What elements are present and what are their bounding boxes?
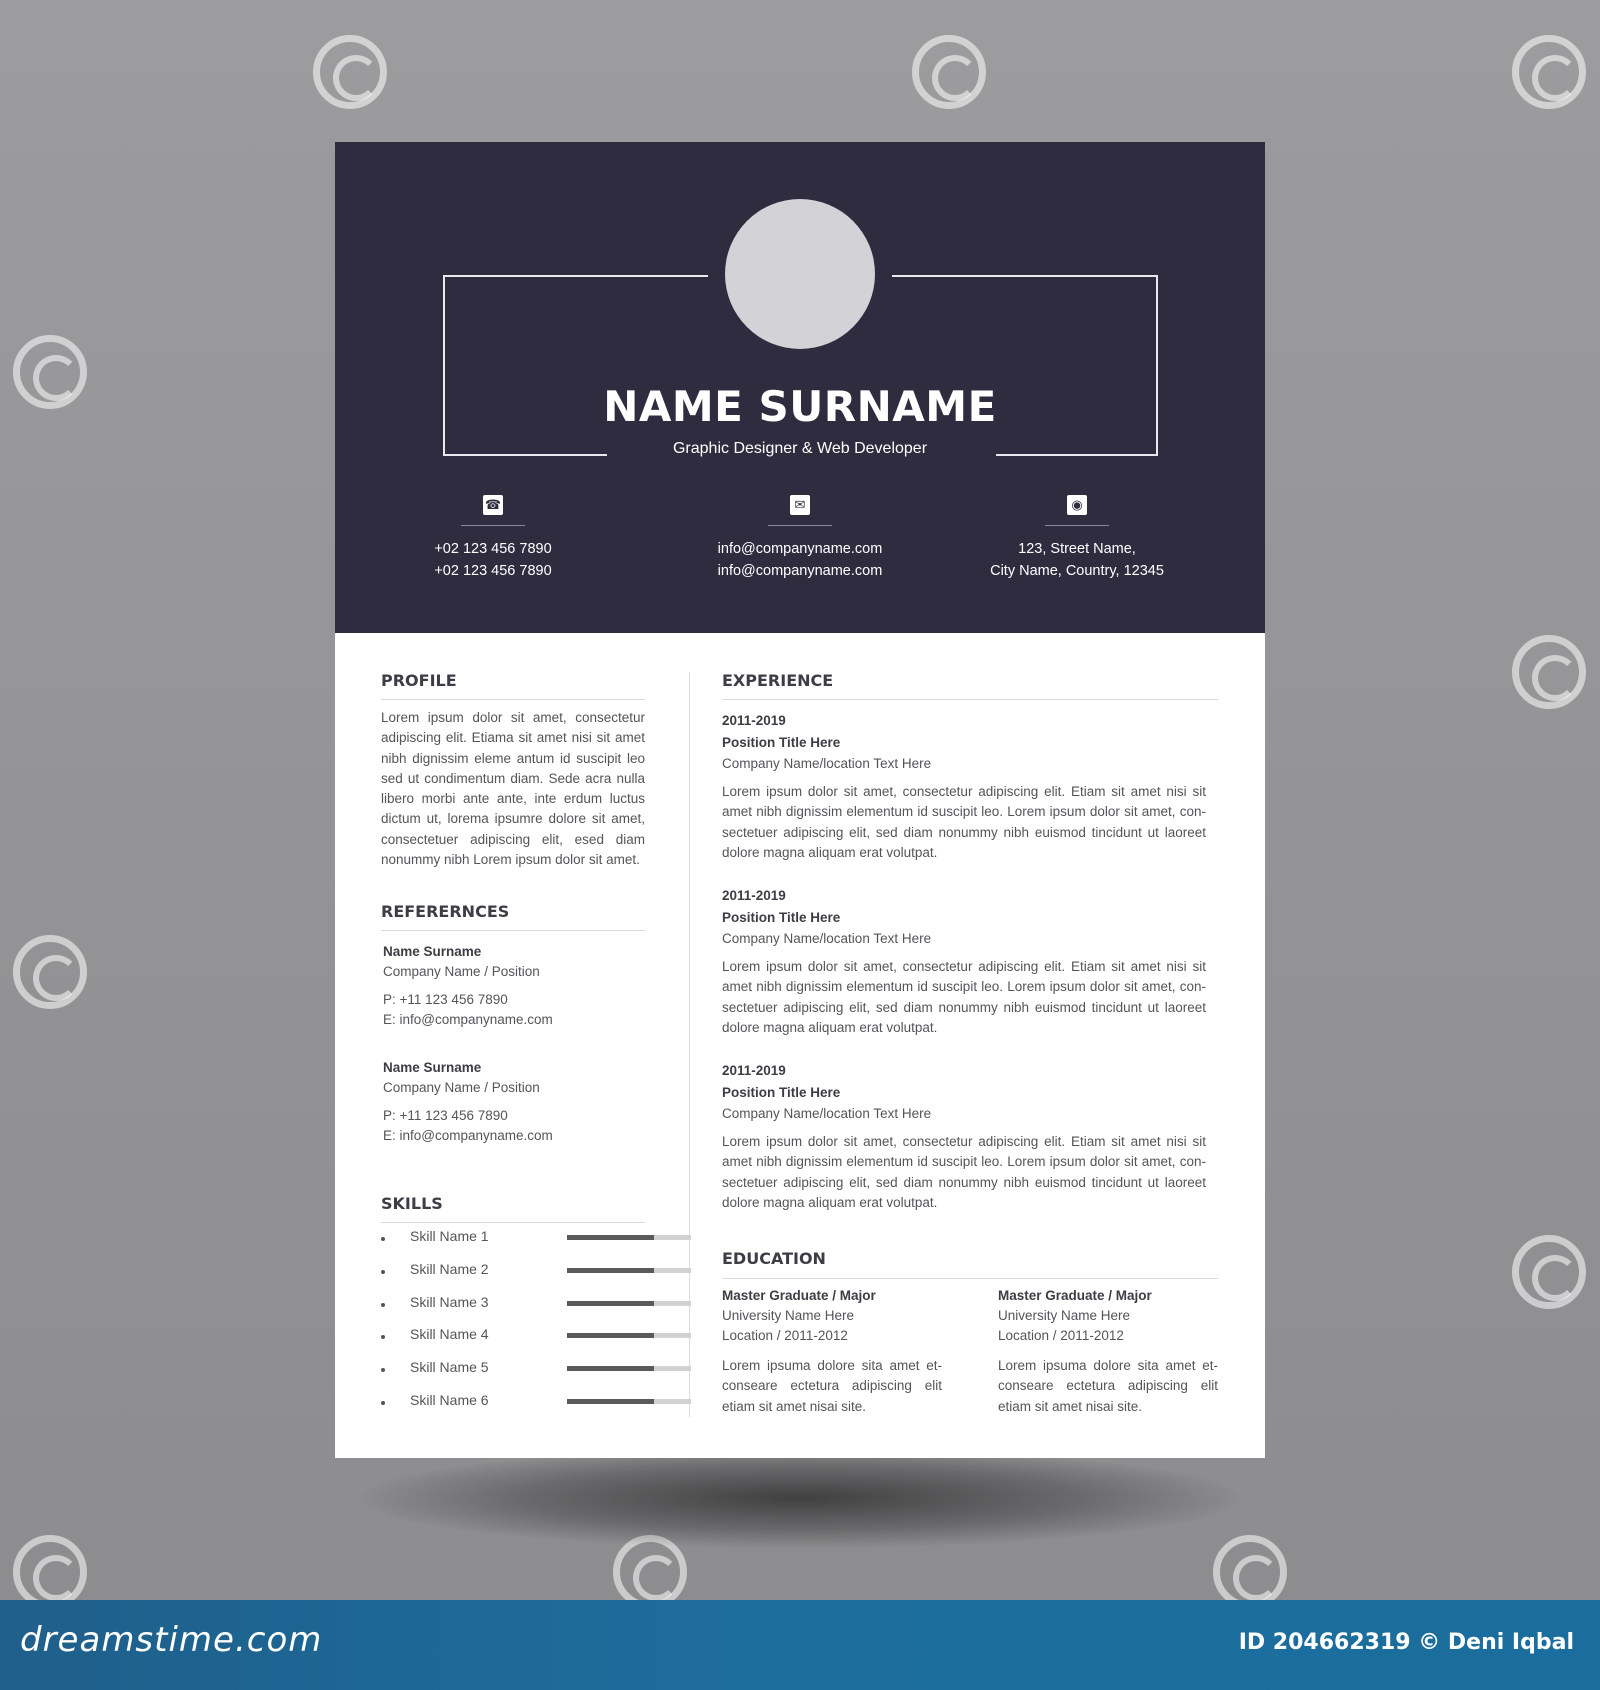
contact-line: info@companyname.com — [717, 541, 883, 557]
experience-company: Company Name/location Text Here — [722, 756, 932, 771]
watermark-spiral-icon — [1512, 635, 1586, 709]
watermark-spiral-icon — [313, 35, 387, 109]
education-university: University Name Here — [998, 1308, 1131, 1323]
skill-item — [381, 1324, 645, 1357]
reference-company: Company Name / Position — [383, 1080, 540, 1095]
reference-company: Company Name / Position — [383, 964, 540, 979]
skill-item — [381, 1259, 645, 1292]
experience-description: Lorem ipsum dolor sit amet, consectetur adipiscing elit. Etiam sit amet nisi sit amet nibh dignissim elementum id suscipit leo. Lorem ipsum dolor sit amet, con-sectetuer adipiscing elit, sed diam nonummy nibh euismod tincidunt ut laoreet dolore magna aliquam erat volutpat. — [722, 784, 1206, 860]
profile-text: Lorem ipsum dolor sit amet, consectetur adipiscing elit. Etiama sit amet nisi sit amet nibh dignissim eleme antum id suscipit leo sed ut condimentum diam. Sede acra nulla libero morbi ante ante, inte erdum luctus dictum ut, lorema ipsumre dolore sit amet, consectetuer adipiscing elit, esed diam nonummy nibh Lorem ipsum dolor sit amet. — [381, 710, 645, 868]
experience-entry — [722, 1060, 1206, 1213]
watermark-spiral-icon — [1512, 35, 1586, 109]
skill-name: Skill Name 3 — [410, 1293, 489, 1310]
reference-entry — [383, 1058, 643, 1146]
contact-line: City Name, Country, 12345 — [990, 563, 1164, 579]
contact-line: 123, Street Name, — [1018, 541, 1136, 557]
experience-years: 2011-2019 — [722, 888, 786, 903]
skill-name: Skill Name 2 — [410, 1260, 489, 1277]
experience-heading: EXPERIENCE — [722, 671, 834, 690]
location-pin-icon: ◉ — [1067, 495, 1087, 515]
phone-icon: ☎ — [483, 495, 503, 515]
reference-name: Name Surname — [383, 1060, 482, 1075]
contact-address — [962, 495, 1192, 582]
education-location: Location / 2011-2012 — [722, 1328, 848, 1343]
watermark-spiral-icon — [613, 1535, 687, 1609]
experience-description: Lorem ipsum dolor sit amet, consectetur adipiscing elit. Etiam sit amet nisi sit amet nibh dignissim elementum id suscipit leo. Lorem ipsum dolor sit amet, con-sectetuer adipiscing elit, sed diam nonummy nibh euismod tincidunt ut laoreet dolore magna aliquam erat volutpat. — [722, 959, 1206, 1035]
skills-heading: SKILLS — [381, 1194, 443, 1213]
reference-name: Name Surname — [383, 944, 482, 959]
candidate-title: Graphic Designer & Web Developer — [672, 440, 928, 457]
skill-name: Skill Name 6 — [410, 1391, 489, 1408]
resume-header — [335, 142, 1265, 633]
reference-phone: P: +11 123 456 7890 — [383, 992, 508, 1007]
experience-entry — [722, 710, 1206, 863]
skill-level-bar — [567, 1366, 691, 1371]
contact-line: +02 123 456 7890 — [434, 541, 552, 557]
experience-position: Position Title Here — [722, 910, 841, 925]
experience-description: Lorem ipsum dolor sit amet, consectetur adipiscing elit. Etiam sit amet nisi sit amet nibh dignissim elementum id suscipit leo. Lorem ipsum dolor sit amet, con-sectetuer adipiscing elit, sed diam nonummy nibh euismod tincidunt ut laoreet dolore magna aliquam erat volutpat. — [722, 1134, 1206, 1210]
skill-name: Skill Name 5 — [410, 1359, 489, 1376]
watermark-id: ID 204662319 © Deni Iqbal — [1238, 1630, 1574, 1655]
watermark-spiral-icon — [13, 935, 87, 1009]
skill-item — [381, 1292, 645, 1325]
skill-item — [381, 1226, 645, 1259]
watermark-spiral-icon — [13, 1535, 87, 1609]
envelope-icon: ✉ — [790, 495, 810, 515]
watermark-spiral-icon — [912, 35, 986, 109]
paper-shadow — [360, 1448, 1240, 1548]
contact-phone — [378, 495, 608, 582]
education-heading: EDUCATION — [722, 1249, 826, 1268]
education-location: Location / 2011-2012 — [998, 1328, 1124, 1343]
candidate-name: NAME SURNAME — [603, 382, 997, 431]
skill-name: Skill Name 1 — [410, 1228, 489, 1244]
experience-position: Position Title Here — [722, 1085, 841, 1100]
reference-phone: P: +11 123 456 7890 — [383, 1108, 508, 1123]
skill-level-bar — [567, 1235, 691, 1240]
skill-level-bar — [567, 1333, 691, 1338]
education-degree: Master Graduate / Major — [722, 1288, 876, 1303]
experience-years: 2011-2019 — [722, 1063, 786, 1078]
resume-sheet — [335, 142, 1265, 1458]
contact-email — [685, 495, 915, 582]
experience-years: 2011-2019 — [722, 713, 786, 728]
references-heading: REFERERNCES — [381, 902, 510, 921]
skill-level-bar — [567, 1301, 691, 1306]
education-description: Lorem ipsuma dolore sita amet et-conseare ectetura adipiscing elit etiam sit amet nisai site. — [722, 1358, 942, 1414]
profile-heading: PROFILE — [381, 671, 457, 690]
reference-email: E: info@companyname.com — [383, 1128, 553, 1143]
experience-entry — [722, 885, 1206, 1038]
experience-position: Position Title Here — [722, 735, 841, 750]
profile-photo-placeholder[interactable] — [725, 199, 875, 349]
education-degree: Master Graduate / Major — [998, 1288, 1152, 1303]
skill-name: Skill Name 4 — [410, 1326, 489, 1343]
reference-entry — [383, 942, 643, 1030]
education-university: University Name Here — [722, 1308, 855, 1323]
reference-email: E: info@companyname.com — [383, 1012, 553, 1027]
watermark-spiral-icon — [13, 335, 87, 409]
education-entry — [722, 1286, 942, 1417]
skill-level-bar — [567, 1268, 691, 1273]
education-entry — [998, 1286, 1218, 1417]
education-description: Lorem ipsuma dolore sita amet et-conseare ectetura adipiscing elit etiam sit amet nisai site. — [998, 1358, 1218, 1414]
watermark-spiral-icon — [1512, 1235, 1586, 1309]
skill-item — [381, 1357, 645, 1390]
watermark-spiral-icon — [1213, 1535, 1287, 1609]
skills-list — [381, 1226, 645, 1423]
skill-item — [381, 1390, 645, 1423]
skill-level-bar — [567, 1399, 691, 1404]
contact-line: +02 123 456 7890 — [434, 563, 552, 579]
contact-line: info@companyname.com — [717, 563, 883, 579]
experience-company: Company Name/location Text Here — [722, 1106, 932, 1121]
experience-company: Company Name/location Text Here — [722, 931, 932, 946]
watermark-logo: dreamstime.com — [20, 1620, 323, 1660]
